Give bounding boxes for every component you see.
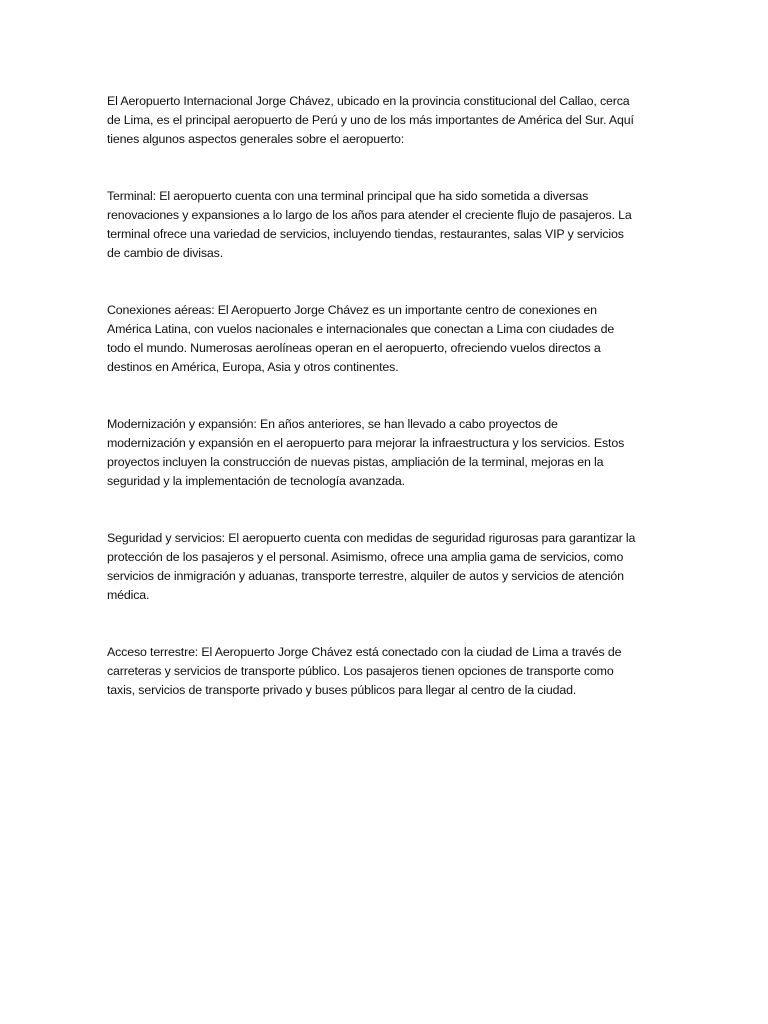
document-body: [107, 92, 637, 700]
paragraph-terminal: Terminal: El aeropuerto cuenta con una terminal principal que ha sido sometida a diversas renovaciones y expansiones a lo largo de los años para atender el creciente flujo de pasajeros. La terminal ofrece una variedad de servicios, incluyendo tiendas, restaurantes, salas VIP y servicios de cambio de divisas.: [107, 189, 632, 260]
paragraph-seguridad: Seguridad y servicios: El aeropuerto cuenta con medidas de seguridad rigurosas para garantizar la protección de los pasajeros y el personal. Asimismo, ofrece una amplia gama de servicios, como servicios de inmigración y aduanas, transporte terrestre, alquiler de autos y servicios de atención médica.: [107, 531, 636, 602]
paragraph-modernizacion: Modernización y expansión: En años anteriores, se han llevado a cabo proyectos de modernización y expansión en el aeropuerto para mejorar la infraestructura y los servicios. Estos proyectos incluyen la construcción de nuevas pistas, ampliación de la terminal, mejoras en la seguridad y la implementación de tecnología avanzada.: [107, 417, 625, 488]
paragraph-intro: El Aeropuerto Internacional Jorge Chávez, ubicado en la provincia constitucional del Callao, cerca de Lima, es el principal aeropuerto de Perú y uno de los más importantes de América del Sur. Aquí tienes algunos aspectos generales sobre el aeropuerto:: [107, 94, 634, 146]
paragraph-acceso-terrestre: Acceso terrestre: El Aeropuerto Jorge Chávez está conectado con la ciudad de Lima a través de carreteras y servicios de transporte público. Los pasajeros tienen opciones de transporte como taxis, servicios de transporte privado y buses públicos para llegar al centro de la ciudad.: [107, 645, 622, 697]
paragraph-conexiones-aereas: Conexiones aéreas: El Aeropuerto Jorge Chávez es un importante centro de conexiones en América Latina, con vuelos nacionales e internacionales que conectan a Lima con ciudades de todo el mundo. Numerosas aerolíneas operan en el aeropuerto, ofreciendo vuelos directos a destinos en América, Europa, Asia y otros continentes.: [107, 303, 615, 374]
